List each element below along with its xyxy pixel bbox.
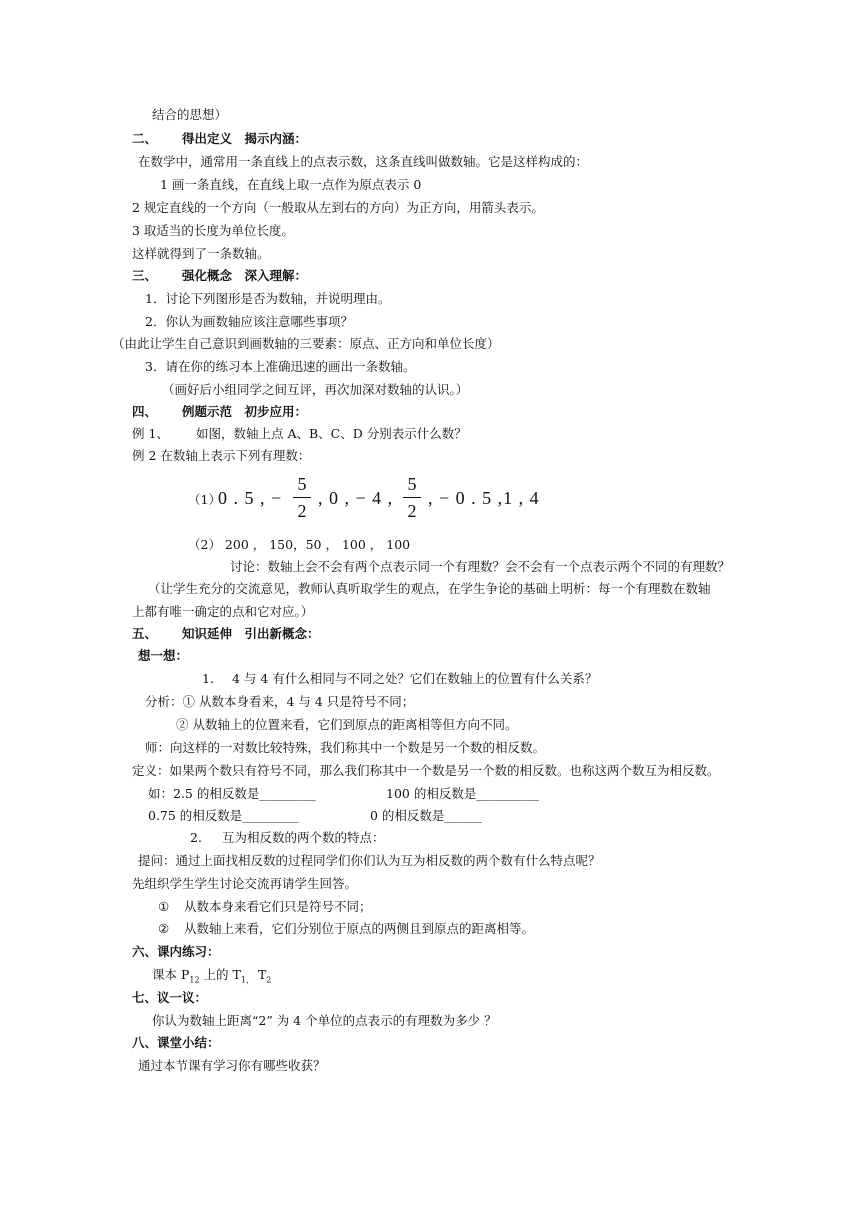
- text-line: [152, 967, 271, 989]
- text-line: ② 从数轴上的位置来看，它们到原点的距离相等但方向不同。: [176, 717, 518, 732]
- text-line: 上都有唯一确定的点和它对应。）: [132, 604, 314, 619]
- fraction-bar: [293, 497, 311, 498]
- item-label: （1）: [188, 492, 221, 507]
- text-line: （2） 200 ， 150，50 ， 100 ， 100: [188, 537, 411, 552]
- text-line: 2 规定直线的一个方向（一般取从左到右的方向）为正方向，用箭头表示。: [132, 200, 544, 215]
- text-line: 1 画一条直线，在直线上取一点作为原点表示 0: [160, 177, 422, 192]
- section-number: 三、: [132, 268, 158, 283]
- text-line: 互为相反数的两个数的特点：: [222, 830, 385, 845]
- text-line: 0 的相反数是______: [370, 808, 482, 823]
- text-line: 例 2 在数轴上表示下列有理数：: [132, 448, 311, 463]
- text-line: 3 取适当的长度为单位长度。: [132, 223, 294, 238]
- text-fragment: 上的 T: [199, 967, 241, 982]
- text-line: 先组织学生学生讨论交流再请学生回答。: [132, 876, 358, 891]
- section-heading: 得出定义 揭示内涵：: [182, 131, 308, 146]
- text-line: 从数轴上来看，它们分别位于原点的两侧且到原点的距离相等。: [184, 921, 535, 936]
- text-line: 提问：通过上面找相反数的过程同学们你们认为互为相反数的两个数有什么特点呢？: [138, 853, 601, 868]
- fraction-bar: [403, 497, 421, 498]
- subheading: 想一想：: [138, 648, 189, 663]
- subscript: 1，: [240, 975, 254, 985]
- section-number: 五、: [132, 626, 158, 641]
- text-line: 分析：① 从数本身看来，4 与 4 只是符号不同；: [145, 694, 415, 709]
- text-line: 如：2.5 的相反数是_________: [148, 786, 316, 801]
- fraction-numerator: 5: [297, 474, 307, 494]
- text-line: 从数本身来看它们只是符号不同；: [184, 899, 372, 914]
- example-label: 例 1、: [132, 426, 169, 441]
- text-line: 通过本节课有学习你有哪些收获？: [138, 1058, 326, 1073]
- text-line: 讨论：数轴上会不会有两个点表示同一个有理数？会不会有一个点表示两个不同的有理数？: [230, 559, 731, 574]
- text-fragment: T: [253, 967, 267, 982]
- list-number: ①: [158, 899, 170, 914]
- text-line: （画好后小组同学之间互评，再次加深对数轴的认识。）: [162, 382, 469, 397]
- section-heading: 六、课内练习：: [132, 944, 220, 959]
- section-heading: 七、议一议：: [132, 990, 208, 1005]
- text-line: 师：向这样的一对数比较特殊，我们称其中一个数是另一个数的相反数。: [145, 740, 546, 755]
- text-fragment: 课本 P: [152, 967, 190, 982]
- text-line: 1．讨论下列图形是否为数轴，并说明理由。: [145, 291, 391, 306]
- list-number: ②: [158, 921, 170, 936]
- text-line: 3．请在你的练习本上准确迅速的画出一条数轴。: [145, 359, 416, 374]
- math-expression: 0 . 5 , −: [218, 488, 283, 508]
- list-number: 1.: [202, 671, 214, 686]
- text-line: 在数学中，通常用一条直线上的点表示数，这条直线叫做数轴。它是这样构成的：: [138, 154, 589, 169]
- section-heading: 八、课堂小结：: [132, 1035, 220, 1050]
- section-heading: 强化概念 深入理解：: [182, 268, 308, 283]
- subscript: 12: [189, 975, 200, 985]
- fraction-denominator: 2: [297, 501, 307, 522]
- subscript: 2: [266, 975, 272, 985]
- fraction-numerator: 5: [407, 474, 417, 494]
- fraction: [401, 474, 423, 521]
- text-line: 4 与 4 有什么相同与不同之处？它们在数轴上的位置有什么关系？: [232, 671, 598, 686]
- text-line: 0.75 的相反数是_________: [148, 808, 299, 823]
- section-number: 四、: [132, 404, 158, 419]
- text-line: （由此让学生自己意识到画数轴的三要素：原点、正方向和单位长度）: [112, 336, 500, 351]
- text-line: 如图，数轴上点 A、B、C、D 分别表示什么数？: [196, 426, 467, 441]
- section-heading: 知识延伸 引出新概念：: [182, 626, 320, 641]
- text-line: 这样就得到了一条数轴。: [132, 246, 270, 261]
- text-line: （让学生充分的交流意见，教师认真听取学生的观点，在学生争论的基础上明析：每一个有理数在数轴: [148, 581, 711, 596]
- math-expression: , − 0 . 5 ,1 , 4: [428, 488, 540, 508]
- text-line: 你认为数轴上距离“2” 为 4 个单位的点表示的有理数为多少 ？: [152, 1013, 497, 1028]
- math-expression: , 0 , − 4 ,: [318, 488, 394, 508]
- text-line: 2．你认为画数轴应该注意哪些事项？: [145, 314, 353, 329]
- text-line: 定义：如果两个数只有符号不同，那么我们称其中一个数是另一个数的相反数。也称这两个数互为相反数。: [132, 763, 720, 778]
- fraction-denominator: 2: [407, 501, 417, 522]
- section-number: 二、: [132, 131, 158, 146]
- fraction: [291, 474, 313, 521]
- section-heading: 例题示范 初步应用：: [182, 404, 308, 419]
- text-line: 100 的相反数是__________: [386, 786, 539, 801]
- list-number: 2.: [190, 830, 202, 845]
- text-line: 结合的思想）: [152, 107, 228, 122]
